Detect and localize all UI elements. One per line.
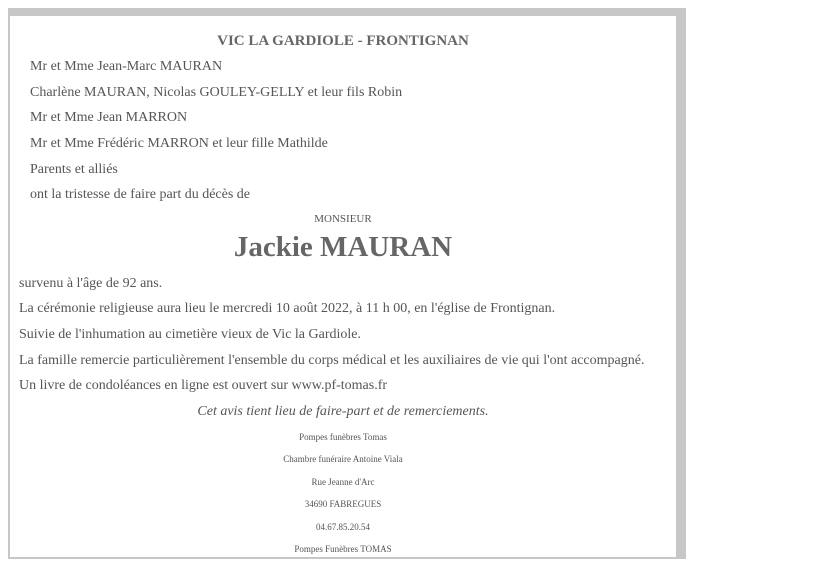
closing-note: Cet avis tient lieu de faire-part et de remerciements. [197, 404, 489, 419]
funeral-home-line: Pompes funèbres Tomas [299, 432, 387, 442]
notice-frame [8, 8, 686, 559]
family-line: Parents et alliés [30, 162, 118, 177]
family-line: Mr et Mme Jean-Marc MAURAN [30, 59, 223, 74]
notice-location-title: VIC LA GARDIOLE - FRONTIGNAN [217, 33, 469, 49]
funeral-home-signature: Pompes Funèbres TOMAS [294, 544, 392, 554]
detail-line: survenu à l'âge de 92 ans. [19, 276, 163, 291]
funeral-home-line: Rue Jeanne d'Arc [311, 477, 375, 487]
deceased-name: Jackie MAURAN [233, 231, 453, 263]
family-line: ont la tristesse de faire part du décès de [30, 187, 251, 202]
family-line: Mr et Mme Frédéric MARRON et leur fille Mathilde [30, 136, 328, 151]
funeral-home-line: Chambre funéraire Antoine Viala [283, 454, 403, 464]
detail-line: Suivie de l'inhumation au cimetière vieux de Vic la Gardiole. [19, 327, 361, 342]
detail-line: La cérémonie religieuse aura lieu le mercredi 10 août 2022, à 11 h 00, en l'église de Frontignan. [19, 301, 556, 316]
family-line: Charlène MAURAN, Nicolas GOULEY-GELLY et leur fils Robin [30, 85, 403, 100]
honorific: MONSIEUR [314, 213, 372, 225]
death-notice [10, 16, 676, 557]
funeral-home-phone: 04.67.85.20.54 [316, 522, 370, 532]
funeral-home-line: 34690 FABREGUES [304, 499, 382, 509]
detail-line: La famille remercie particulièrement l'ensemble du corps médical et les auxiliaires de vie qui l'ont accompagné. [19, 353, 645, 368]
family-line: Mr et Mme Jean MARRON [30, 110, 188, 125]
detail-line: Un livre de condoléances en ligne est ouvert sur www.pf-tomas.fr [19, 378, 388, 393]
